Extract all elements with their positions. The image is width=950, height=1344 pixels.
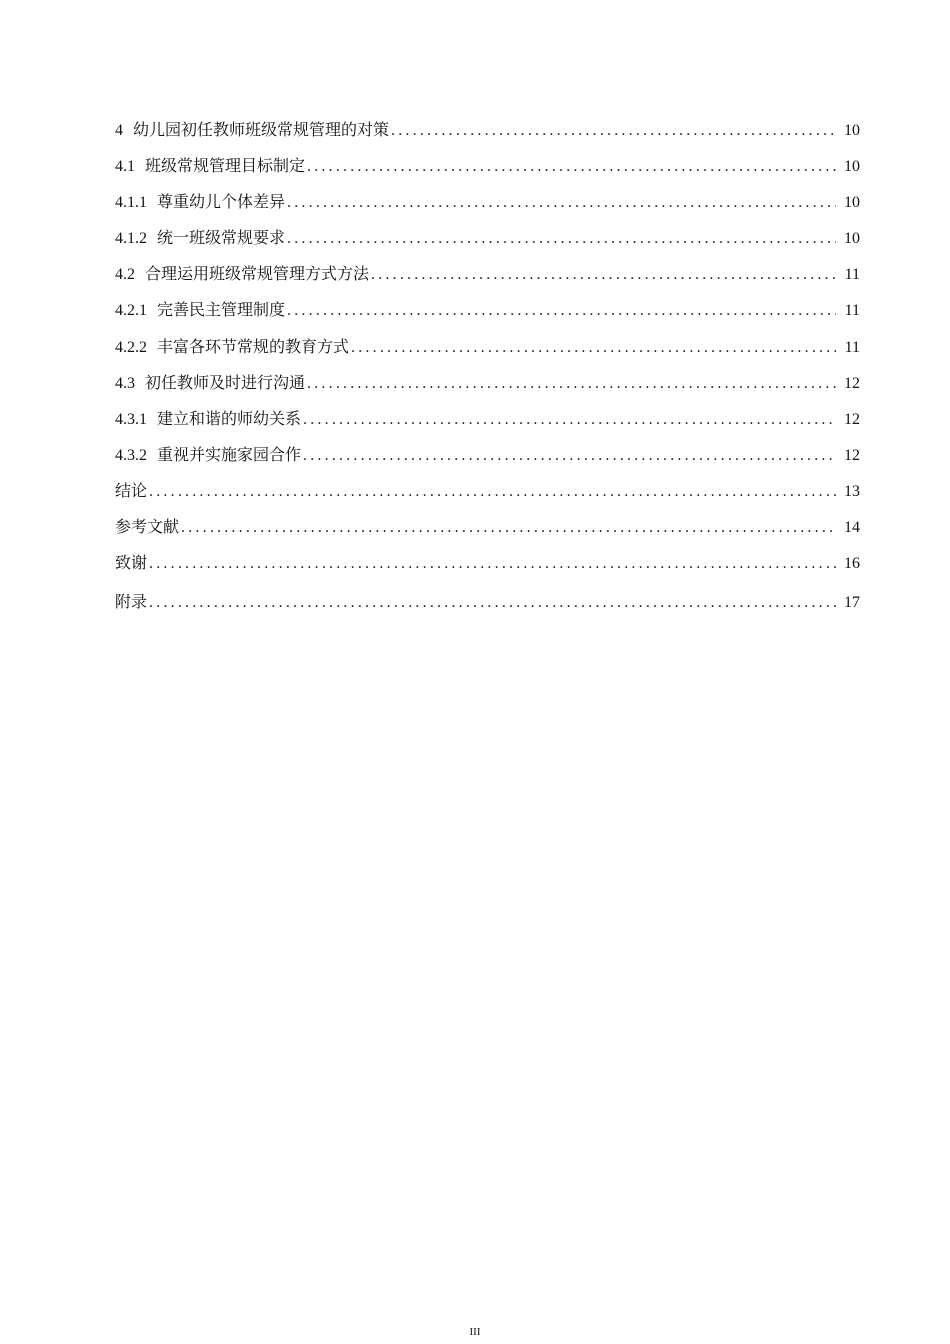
toc-entry-page: 11 bbox=[844, 338, 860, 356]
toc-dot-leader bbox=[149, 474, 836, 510]
toc-entry-title: 结论 bbox=[115, 480, 148, 500]
toc-dot-leader bbox=[287, 293, 836, 329]
page-number: III bbox=[469, 1326, 481, 1338]
toc-entry-page: 12 bbox=[844, 410, 860, 428]
toc-entry-title: 幼儿园初任教师班级常规管理的对策 bbox=[133, 120, 390, 139]
toc-entry[interactable] bbox=[115, 112, 860, 148]
toc-entry[interactable] bbox=[115, 148, 860, 184]
toc-entry-number: 4 bbox=[115, 122, 123, 139]
toc-entry-number: 4.1.2 bbox=[115, 230, 147, 248]
toc-entry-number: 4.1.1 bbox=[115, 194, 147, 212]
toc-entry[interactable] bbox=[115, 509, 860, 545]
toc-entry-title: 重视并实施家园合作 bbox=[157, 444, 302, 464]
toc-entry-page: 10 bbox=[844, 230, 860, 248]
toc-entry-title: 初任教师及时进行沟通 bbox=[145, 372, 306, 392]
toc-entry-title: 致谢 bbox=[115, 553, 148, 573]
toc-entry-number: 4.1 bbox=[115, 158, 135, 176]
toc-entry-number: 4.2 bbox=[115, 266, 135, 284]
toc-dot-leader bbox=[351, 330, 836, 366]
toc-entry-title: 丰富各环节常规的教育方式 bbox=[157, 336, 350, 356]
toc-entry-page: 14 bbox=[844, 519, 860, 537]
toc-dot-leader bbox=[307, 366, 836, 402]
toc-entry-number: 4.2.1 bbox=[115, 302, 147, 320]
toc-entry[interactable] bbox=[115, 292, 860, 328]
toc-entry-title: 班级常规管理目标制定 bbox=[145, 156, 306, 176]
toc-entry[interactable] bbox=[115, 581, 860, 621]
toc-entry-page: 11 bbox=[844, 266, 860, 284]
toc-entry[interactable] bbox=[115, 473, 860, 509]
toc-entry[interactable] bbox=[115, 545, 860, 581]
toc-dot-leader bbox=[181, 510, 836, 546]
toc-entry-page: 12 bbox=[844, 446, 860, 464]
toc-entry-title: 尊重幼儿个体差异 bbox=[157, 192, 286, 212]
toc-entry-page: 10 bbox=[844, 122, 860, 139]
toc-entry[interactable] bbox=[115, 256, 860, 292]
toc-entry-page: 10 bbox=[844, 158, 860, 176]
toc-entry-number: 4.2.2 bbox=[115, 338, 147, 356]
toc-entry-title: 建立和谐的师幼关系 bbox=[157, 408, 302, 428]
toc-entry-page: 10 bbox=[844, 194, 860, 212]
toc-entry-number: 4.3.2 bbox=[115, 446, 147, 464]
toc-entry-page: 12 bbox=[844, 374, 860, 392]
toc-entry[interactable] bbox=[115, 401, 860, 437]
toc-dot-leader bbox=[149, 582, 836, 624]
table-of-contents bbox=[115, 112, 860, 621]
toc-entry[interactable] bbox=[115, 329, 860, 365]
toc-dot-leader bbox=[371, 257, 836, 293]
toc-entry-number: 4.3.1 bbox=[115, 410, 147, 428]
toc-entry-page: 11 bbox=[844, 302, 860, 320]
toc-entry[interactable] bbox=[115, 184, 860, 220]
toc-entry-title: 参考文献 bbox=[115, 517, 180, 537]
toc-dot-leader bbox=[287, 221, 836, 257]
toc-dot-leader bbox=[303, 402, 836, 438]
toc-entry-title: 合理运用班级常规管理方式方法 bbox=[145, 264, 370, 284]
toc-entry-page: 17 bbox=[844, 594, 860, 612]
toc-entry-title: 附录 bbox=[115, 592, 148, 612]
toc-dot-leader bbox=[287, 185, 836, 221]
toc-entry-title: 统一班级常规要求 bbox=[157, 228, 286, 248]
toc-entry-number: 4.3 bbox=[115, 374, 135, 392]
toc-entry-page: 16 bbox=[844, 555, 860, 573]
toc-dot-leader bbox=[307, 149, 836, 185]
toc-entry[interactable] bbox=[115, 365, 860, 401]
toc-entry[interactable] bbox=[115, 437, 860, 473]
toc-dot-leader bbox=[391, 113, 836, 149]
toc-entry-title: 完善民主管理制度 bbox=[157, 300, 286, 320]
toc-entry-page: 13 bbox=[844, 482, 860, 500]
toc-dot-leader bbox=[303, 438, 836, 474]
toc-entry[interactable] bbox=[115, 220, 860, 256]
toc-dot-leader bbox=[149, 546, 836, 582]
